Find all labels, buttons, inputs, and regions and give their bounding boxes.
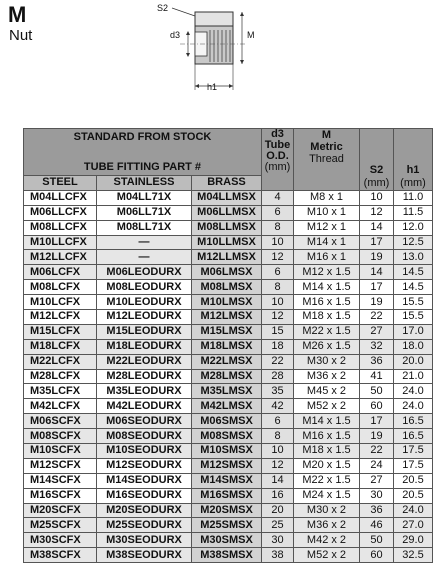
cell-steel: M20SCFX [24, 503, 97, 518]
cell-thread: M20 x 1.5 [294, 458, 360, 473]
cell-thread: M52 x 2 [294, 399, 360, 414]
cell-steel: M12LCFX [24, 310, 97, 325]
cell-s2: 17 [360, 414, 394, 429]
cell-stainless: M20SEODURX [97, 503, 192, 518]
cell-s2: 14 [360, 220, 394, 235]
table-row [24, 354, 433, 369]
cell-brass: M06LLMSX [192, 205, 262, 220]
table-row [24, 473, 433, 488]
cell-stainless: — [97, 250, 192, 265]
cell-thread: M10 x 1 [294, 205, 360, 220]
col-d3-header [262, 129, 294, 191]
table-row [24, 488, 433, 503]
cell-brass: M16SMSX [192, 488, 262, 503]
table-row [24, 429, 433, 444]
cell-steel: M08LLCFX [24, 220, 97, 235]
cell-s2: 32 [360, 339, 394, 354]
label-s2: S2 [157, 3, 169, 13]
table-row [24, 250, 433, 265]
cell-stainless: — [97, 235, 192, 250]
cell-h1: 29.0 [394, 533, 433, 548]
label-h1: h1 [207, 82, 218, 92]
table-body [24, 190, 433, 562]
cell-s2: 14 [360, 265, 394, 280]
cell-d3: 8 [262, 280, 294, 295]
table-row [24, 235, 433, 250]
product-letter: M [8, 2, 27, 27]
cell-brass: M22LMSX [192, 354, 262, 369]
cell-stainless: M08LL71X [97, 220, 192, 235]
col-d3-unit: (mm) [264, 161, 291, 173]
cell-steel: M16SCFX [24, 488, 97, 503]
cell-s2: 19 [360, 295, 394, 310]
col-h1-unit: (mm) [400, 176, 426, 189]
table-row [24, 324, 433, 339]
cell-thread: M16 x 1 [294, 250, 360, 265]
cell-brass: M18LMSX [192, 339, 262, 354]
cell-d3: 42 [262, 399, 294, 414]
table-row [24, 190, 433, 205]
cell-h1: 15.5 [394, 310, 433, 325]
col-s2-header [360, 129, 394, 191]
cell-h1: 14.5 [394, 280, 433, 295]
cell-thread: M18 x 1.5 [294, 310, 360, 325]
cell-d3: 12 [262, 458, 294, 473]
cell-brass: M06LMSX [192, 265, 262, 280]
cell-thread: M26 x 1.5 [294, 339, 360, 354]
cell-thread: M18 x 1.5 [294, 444, 360, 459]
cell-h1: 24.0 [394, 399, 433, 414]
cell-brass: M38SMSX [192, 548, 262, 563]
cell-thread: M12 x 1.5 [294, 265, 360, 280]
cell-thread: M14 x 1.5 [294, 414, 360, 429]
group-title: TUBE FITTING PART # [83, 161, 202, 173]
col-steel-header: STEEL [24, 176, 97, 191]
col-m-line1: M [321, 129, 332, 141]
cell-s2: 30 [360, 488, 394, 503]
cell-steel: M42LCFX [24, 399, 97, 414]
cell-steel: M30SCFX [24, 533, 97, 548]
cell-s2: 36 [360, 503, 394, 518]
cell-s2: 19 [360, 429, 394, 444]
col-d3-line3: O.D. [266, 150, 289, 162]
cell-brass: M08SMSX [192, 429, 262, 444]
cell-stainless: M08LEODURX [97, 280, 192, 295]
cell-stainless: M06LL71X [97, 205, 192, 220]
cell-h1: 12.0 [394, 220, 433, 235]
cell-d3: 8 [262, 429, 294, 444]
cell-h1: 16.5 [394, 429, 433, 444]
cell-steel: M06LLCFX [24, 205, 97, 220]
cell-d3: 28 [262, 369, 294, 384]
cell-brass: M12LLMSX [192, 250, 262, 265]
label-d3: d3 [170, 30, 181, 40]
cell-brass: M12SMSX [192, 458, 262, 473]
cell-thread: M22 x 1.5 [294, 473, 360, 488]
cell-thread: M16 x 1.5 [294, 295, 360, 310]
cell-stainless: M12LEODURX [97, 310, 192, 325]
table-row [24, 533, 433, 548]
cell-steel: M22LCFX [24, 354, 97, 369]
cell-stainless: M28LEODURX [97, 369, 192, 384]
cell-stainless: M22LEODURX [97, 354, 192, 369]
table-row [24, 205, 433, 220]
cell-d3: 8 [262, 220, 294, 235]
nut-diagram [150, 2, 270, 98]
cell-brass: M20SMSX [192, 503, 262, 518]
table-row [24, 414, 433, 429]
col-h1-line1: h1 [406, 163, 420, 176]
cell-stainless: M25SEODURX [97, 518, 192, 533]
cell-h1: 27.0 [394, 518, 433, 533]
cell-brass: M04LLMSX [192, 190, 262, 205]
table-row [24, 280, 433, 295]
cell-thread: M36 x 2 [294, 518, 360, 533]
table-row [24, 265, 433, 280]
cell-s2: 41 [360, 369, 394, 384]
cell-d3: 38 [262, 548, 294, 563]
cell-steel: M12SCFX [24, 458, 97, 473]
label-m: M [247, 30, 255, 40]
cell-steel: M06LCFX [24, 265, 97, 280]
table-row [24, 369, 433, 384]
table-row [24, 518, 433, 533]
cell-stainless: M18LEODURX [97, 339, 192, 354]
table-row [24, 310, 433, 325]
cell-steel: M14SCFX [24, 473, 97, 488]
cell-steel: M06SCFX [24, 414, 97, 429]
cell-s2: 17 [360, 280, 394, 295]
cell-s2: 27 [360, 473, 394, 488]
cell-d3: 15 [262, 324, 294, 339]
cell-d3: 20 [262, 503, 294, 518]
cell-brass: M25SMSX [192, 518, 262, 533]
cell-steel: M10LLCFX [24, 235, 97, 250]
cell-h1: 20.5 [394, 473, 433, 488]
product-name: Nut [9, 27, 33, 44]
cell-h1: 17.5 [394, 458, 433, 473]
cell-stainless: M10SEODURX [97, 444, 192, 459]
cell-brass: M08LMSX [192, 280, 262, 295]
cell-h1: 17.5 [394, 444, 433, 459]
nut-drawing [150, 2, 270, 98]
cell-brass: M42LMSX [192, 399, 262, 414]
col-stainless-header: STAINLESS [97, 176, 192, 191]
cell-thread: M12 x 1 [294, 220, 360, 235]
cell-s2: 60 [360, 548, 394, 563]
cell-thread: M24 x 1.5 [294, 488, 360, 503]
cell-h1: 32.5 [394, 548, 433, 563]
cell-d3: 4 [262, 190, 294, 205]
cell-h1: 21.0 [394, 369, 433, 384]
cell-brass: M35LMSX [192, 384, 262, 399]
cell-h1: 20.0 [394, 354, 433, 369]
col-s2-unit: (mm) [363, 176, 390, 189]
cell-stainless: M42LEODURX [97, 399, 192, 414]
cell-stainless: M35LEODURX [97, 384, 192, 399]
cell-steel: M12LLCFX [24, 250, 97, 265]
cell-d3: 18 [262, 339, 294, 354]
cell-thread: M36 x 2 [294, 369, 360, 384]
cell-steel: M08SCFX [24, 429, 97, 444]
cell-thread: M30 x 2 [294, 354, 360, 369]
cell-h1: 24.0 [394, 384, 433, 399]
cell-s2: 36 [360, 354, 394, 369]
cell-d3: 10 [262, 295, 294, 310]
cell-d3: 12 [262, 250, 294, 265]
cell-s2: 17 [360, 235, 394, 250]
cell-s2: 46 [360, 518, 394, 533]
cell-stainless: M04LL71X [97, 190, 192, 205]
cell-s2: 22 [360, 310, 394, 325]
cell-brass: M10SMSX [192, 444, 262, 459]
cell-thread: M42 x 2 [294, 533, 360, 548]
cell-d3: 12 [262, 310, 294, 325]
cell-steel: M25SCFX [24, 518, 97, 533]
cell-s2: 50 [360, 384, 394, 399]
cell-thread: M16 x 1.5 [294, 429, 360, 444]
cell-thread: M45 x 2 [294, 384, 360, 399]
cell-d3: 35 [262, 384, 294, 399]
cell-brass: M06SMSX [192, 414, 262, 429]
col-d3-line1: d3 [271, 128, 284, 140]
cell-h1: 17.0 [394, 324, 433, 339]
cell-stainless: M15LEODURX [97, 324, 192, 339]
table-row [24, 399, 433, 414]
cell-thread: M14 x 1.5 [294, 280, 360, 295]
cell-steel: M15LCFX [24, 324, 97, 339]
cell-stainless: M12SEODURX [97, 458, 192, 473]
cell-h1: 15.5 [394, 295, 433, 310]
cell-stainless: M06SEODURX [97, 414, 192, 429]
cell-brass: M28LMSX [192, 369, 262, 384]
cell-brass: M14SMSX [192, 473, 262, 488]
cell-brass: M08LLMSX [192, 220, 262, 235]
cell-steel: M10SCFX [24, 444, 97, 459]
col-d3-line2: Tube [264, 139, 291, 151]
cell-s2: 50 [360, 533, 394, 548]
col-s2-line1: S2 [369, 163, 384, 176]
table-row [24, 503, 433, 518]
cell-s2: 19 [360, 250, 394, 265]
cell-d3: 30 [262, 533, 294, 548]
col-m-line3: Thread [309, 153, 344, 165]
cell-stainless: M10LEODURX [97, 295, 192, 310]
cell-s2: 27 [360, 324, 394, 339]
cell-h1: 16.5 [394, 414, 433, 429]
cell-brass: M10LLMSX [192, 235, 262, 250]
cell-steel: M18LCFX [24, 339, 97, 354]
cell-thread: M8 x 1 [294, 190, 360, 205]
cell-d3: 22 [262, 354, 294, 369]
cell-brass: M15LMSX [192, 324, 262, 339]
cell-thread: M14 x 1 [294, 235, 360, 250]
cell-d3: 14 [262, 473, 294, 488]
cell-stainless: M38SEODURX [97, 548, 192, 563]
table-row [24, 384, 433, 399]
cell-h1: 11.0 [394, 190, 433, 205]
cell-thread: M52 x 2 [294, 548, 360, 563]
cell-s2: 24 [360, 458, 394, 473]
cell-brass: M10LMSX [192, 295, 262, 310]
header-row-top [24, 129, 433, 176]
cell-h1: 18.0 [394, 339, 433, 354]
cell-h1: 20.5 [394, 488, 433, 503]
cell-s2: 10 [360, 190, 394, 205]
cell-steel: M08LCFX [24, 280, 97, 295]
cell-brass: M30SMSX [192, 533, 262, 548]
cell-h1: 24.0 [394, 503, 433, 518]
cell-d3: 25 [262, 518, 294, 533]
cell-steel: M10LCFX [24, 295, 97, 310]
cell-steel: M28LCFX [24, 369, 97, 384]
table-row [24, 444, 433, 459]
cell-steel: M04LLCFX [24, 190, 97, 205]
col-m-header [294, 129, 360, 191]
table-row [24, 339, 433, 354]
standard-from-stock-header [24, 129, 262, 176]
cell-d3: 6 [262, 265, 294, 280]
section-title: STANDARD FROM STOCK [73, 131, 212, 143]
cell-thread: M22 x 1.5 [294, 324, 360, 339]
cell-d3: 6 [262, 414, 294, 429]
col-m-line2: Metric [310, 141, 343, 153]
nut-spec-table [23, 128, 433, 563]
cell-h1: 14.5 [394, 265, 433, 280]
table-row [24, 220, 433, 235]
table-row [24, 458, 433, 473]
cell-d3: 10 [262, 235, 294, 250]
cell-stainless: M30SEODURX [97, 533, 192, 548]
cell-s2: 60 [360, 399, 394, 414]
cell-brass: M12LMSX [192, 310, 262, 325]
cell-stainless: M14SEODURX [97, 473, 192, 488]
cell-steel: M38SCFX [24, 548, 97, 563]
col-h1-header [394, 129, 433, 191]
cell-d3: 10 [262, 444, 294, 459]
table-row [24, 295, 433, 310]
cell-thread: M30 x 2 [294, 503, 360, 518]
cell-h1: 13.0 [394, 250, 433, 265]
cell-d3: 6 [262, 205, 294, 220]
cell-h1: 11.5 [394, 205, 433, 220]
col-brass-header: BRASS [192, 176, 262, 191]
cell-s2: 22 [360, 444, 394, 459]
cell-h1: 12.5 [394, 235, 433, 250]
cell-s2: 12 [360, 205, 394, 220]
cell-d3: 16 [262, 488, 294, 503]
cell-steel: M35LCFX [24, 384, 97, 399]
cell-stainless: M16SEODURX [97, 488, 192, 503]
table-row [24, 548, 433, 563]
cell-stainless: M06LEODURX [97, 265, 192, 280]
cell-stainless: M08SEODURX [97, 429, 192, 444]
